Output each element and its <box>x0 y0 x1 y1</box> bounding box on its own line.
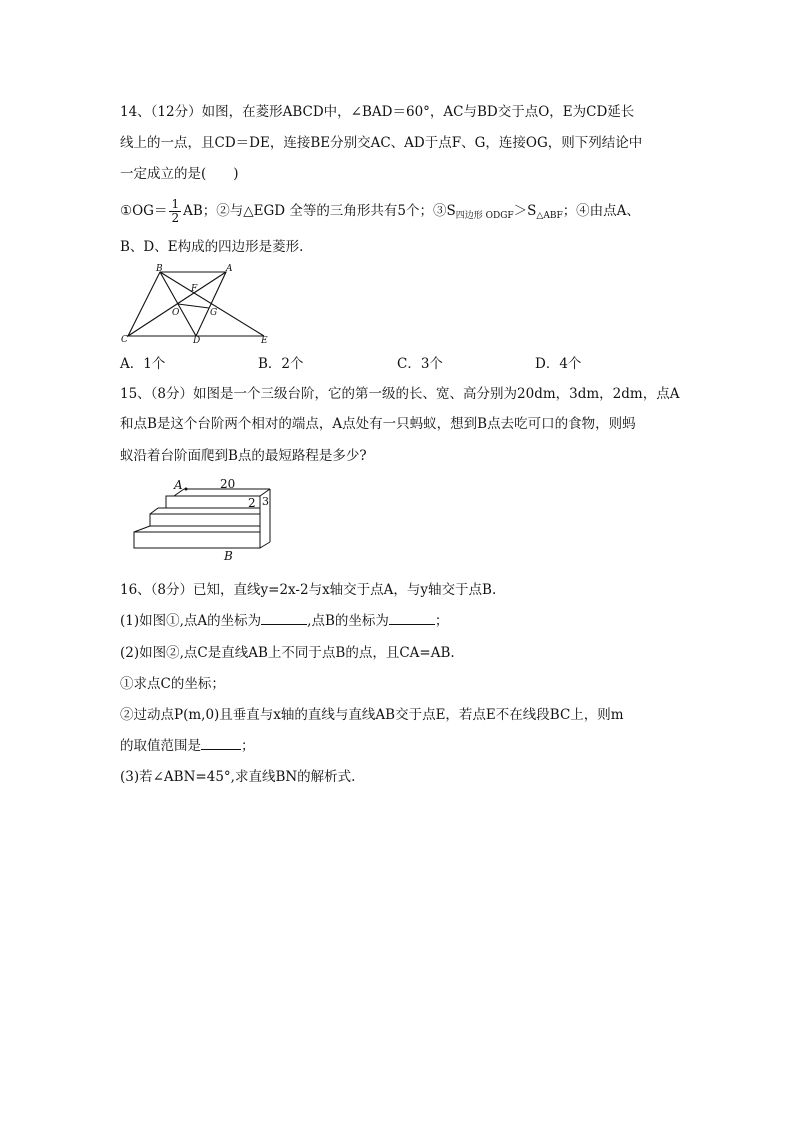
q16-line-3: (2)如图②,点C是直线AB上不同于点B的点，且CA=AB. <box>120 645 455 661</box>
q16-line-1: 16、（8分）已知，直线y=2x-2与x轴交于点A，与y轴交于点B. <box>120 582 497 598</box>
q16-line-6 <box>120 736 255 756</box>
q14-line-5: B、D、E构成的四边形是菱形. <box>120 239 304 255</box>
q14-statements <box>120 198 640 226</box>
q16-line-7: (3)若∠ABN=45°,求直线BN的解析式. <box>120 769 356 785</box>
label-b: B <box>156 264 163 274</box>
q14-line-1: 14、（12分）如图，在菱形ABCD中，∠BAD＝60°，AC与BD交于点O，E为CD延长 <box>120 104 635 120</box>
answer-blank[interactable] <box>201 737 241 750</box>
q14-s1-end: ；④由点A、 <box>562 203 640 219</box>
q14-s1-post: AB；②与△EGD 全等的三角形共有5个；③S <box>183 203 456 219</box>
q16-range-label: 的取值范围是 <box>120 738 201 754</box>
q15-line-1: 15、（8分）如图是一个三级台阶，它的第一级的长、宽、高分别为20dm，3dm，2dm，点A <box>120 386 680 402</box>
fraction-numerator: 1 <box>171 197 180 211</box>
q14-s1-pre: ①OG＝ <box>120 203 168 219</box>
q14-subscript-quad: 四边形 ODGF <box>455 211 514 221</box>
q16-line-5: ②过动点P(m,0)且垂直与x轴的直线与直线AB交于点E，若点E不在线段BC上，则m <box>120 707 624 723</box>
q14-option-b: B．2个 <box>258 356 304 372</box>
label-g: G <box>210 308 218 318</box>
answer-blank[interactable] <box>261 612 307 625</box>
answer-blank[interactable] <box>389 612 435 625</box>
q14-option-c: C．3个 <box>397 356 443 372</box>
q14-option-a: A．1个 <box>120 356 166 372</box>
q14-option-d: D．4个 <box>535 356 582 372</box>
step-3-riser <box>166 496 260 508</box>
fraction-denominator: 2 <box>171 211 180 225</box>
label-length: 20 <box>220 477 236 491</box>
q15-stairs-figure <box>128 476 280 566</box>
q16-part1-c: ； <box>434 613 449 629</box>
q16-range-end: ； <box>241 738 255 754</box>
q16-part1-b: ,点B的坐标为 <box>307 613 389 629</box>
q14-line-2: 线上的一点，且CD＝DE，连接BE分别交AC、AD于点F、G，连接OG，则下列结论中 <box>120 135 643 151</box>
step-2-riser <box>150 514 260 526</box>
q14-s1-mid: ＞S <box>513 203 537 219</box>
q16-line-4: ①求点C的坐标； <box>120 676 225 692</box>
label-a: A <box>226 264 233 274</box>
point-a <box>185 488 188 491</box>
label-f: F <box>191 284 198 294</box>
q14-subscript-triangle: △ABF <box>536 211 563 221</box>
step-1-riser <box>134 532 260 548</box>
q14-line-3: 一定成立的是( ) <box>120 166 239 182</box>
q14-rhombus-figure <box>118 262 283 344</box>
q15-line-2: 和点B是这个台阶两个相对的端点，A点处有一只蚂蚁，想到B点去吃可口的食物，则蚂 <box>120 416 636 432</box>
label-a: A <box>174 478 183 492</box>
label-e: E <box>261 336 268 344</box>
label-b: B <box>224 549 233 563</box>
label-d: D <box>193 336 201 344</box>
q16-part1-a: (1)如图①,点A的坐标为 <box>120 613 262 629</box>
label-o: O <box>172 308 180 318</box>
fraction-half <box>169 198 181 225</box>
q15-line-3: 蚁沿着台阶面爬到B点的最短路程是多少? <box>120 448 367 464</box>
label-width: 3 <box>262 495 269 508</box>
label-c: C <box>121 335 128 344</box>
label-height: 2 <box>248 496 256 510</box>
segment-og <box>178 304 209 308</box>
q16-line-2 <box>120 611 448 631</box>
